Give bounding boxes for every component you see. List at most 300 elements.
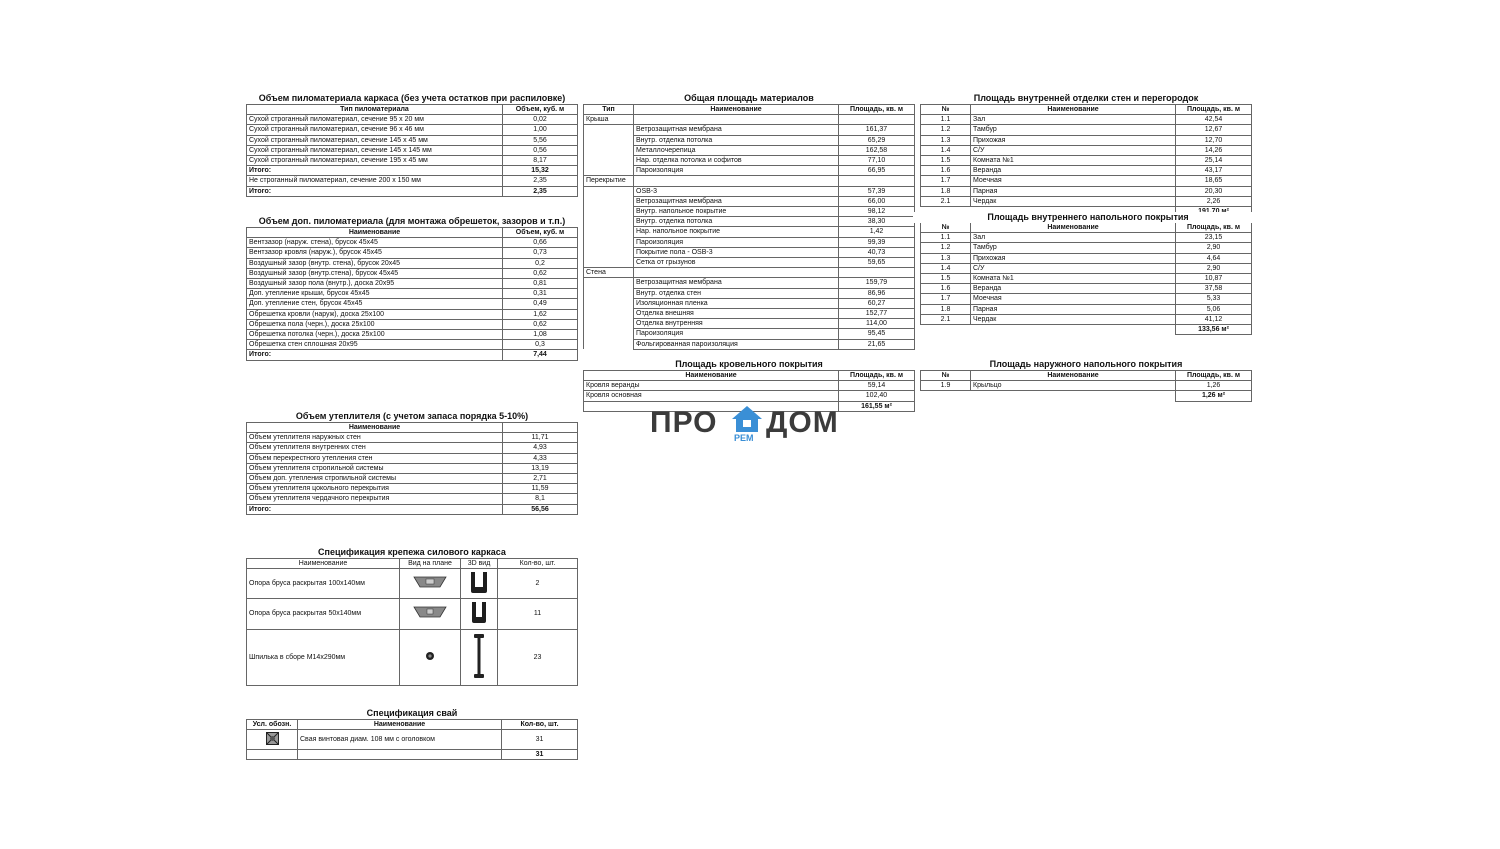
materials-row-name: Пароизоляция [634, 166, 839, 176]
wall-finish-row-area: 42,54 [1176, 115, 1252, 125]
insulation-row-value: 11,71 [503, 433, 578, 443]
extra-lumber-row [247, 309, 578, 319]
fastener-row [247, 569, 578, 599]
floor-finish-section [920, 222, 1252, 335]
floor-finish-row-col1: 1.6 [921, 284, 971, 294]
floor-finish-row [921, 294, 1252, 304]
lumber-row-value: 8,17 [503, 156, 578, 166]
wall-finish-row-name: С/У [971, 145, 1176, 155]
wall-finish-row [921, 186, 1252, 196]
fastener-row [247, 629, 578, 685]
pile-name: Свая винтовая диам. 108 мм с оголовком [298, 730, 502, 750]
extra-lumber-title: Объем доп. пиломатериала (для монтажа обрешеток, зазоров и т.п.) [258, 216, 566, 226]
extra-lumber-row-value: 1,62 [503, 309, 578, 319]
insulation-row-value: 2,71 [503, 474, 578, 484]
wall-finish-row-area: 2,26 [1176, 196, 1252, 206]
wall-finish-row [921, 115, 1252, 125]
insulation-row-value: 4,33 [503, 453, 578, 463]
materials-row [584, 227, 915, 237]
insulation-row-value: 8,1 [503, 494, 578, 504]
materials-row-area: 86,96 [839, 288, 915, 298]
piles-table [246, 719, 578, 760]
materials-row-col1 [584, 135, 634, 145]
materials-row [584, 186, 915, 196]
insulation-row-label: Итого: [247, 504, 503, 514]
wall-finish-header-name: Наименование [971, 105, 1176, 115]
floor-finish-row-name: Комната №1 [971, 274, 1176, 284]
logo [650, 404, 850, 444]
fastener-qty: 23 [498, 629, 578, 685]
extra-lumber-row [247, 330, 578, 340]
floor-finish-row-area: 2,90 [1176, 243, 1252, 253]
floor-finish-header-area: Площадь, кв. м [1176, 223, 1252, 233]
materials-row-col1 [584, 125, 634, 135]
materials-row [584, 298, 915, 308]
lumber-row-value: 2,35 [503, 176, 578, 186]
wall-finish-header-area: Площадь, кв. м [1176, 105, 1252, 115]
materials-row-col1 [584, 207, 634, 217]
lumber-row [247, 135, 578, 145]
materials-row-col1 [584, 278, 634, 288]
materials-row [584, 237, 915, 247]
materials-row-group [584, 115, 915, 125]
floor-finish-row [921, 233, 1252, 243]
materials-row-name: Изоляционная пленка [634, 298, 839, 308]
lumber-header-volume: Объем, куб. м [503, 105, 578, 115]
beam-hanger-3d-icon [461, 569, 498, 599]
fasteners-table [246, 558, 578, 686]
extra-lumber-row [247, 258, 578, 268]
roofing-title: Площадь кровельного покрытия [675, 359, 823, 369]
lumber-row [247, 145, 578, 155]
roofing-row-label: Кровля веранды [584, 381, 839, 391]
logo-left-text: ПРО [650, 406, 718, 439]
materials-row-name: Пароизоляция [634, 329, 839, 339]
lumber-rows [247, 115, 578, 197]
threaded-stud-3d-icon [461, 629, 498, 685]
lumber-section [246, 93, 578, 197]
materials-row [584, 319, 915, 329]
materials-table [583, 104, 915, 350]
floor-finish-table [920, 222, 1252, 335]
materials-row-name [634, 176, 839, 186]
materials-row [584, 339, 915, 349]
insulation-row [247, 484, 578, 494]
extra-lumber-row [247, 268, 578, 278]
materials-row [584, 207, 915, 217]
materials-row-name: Внутр. отделка потолка [634, 217, 839, 227]
extra-lumber-row-value: 0,2 [503, 258, 578, 268]
floor-finish-row-area: 23,15 [1176, 233, 1252, 243]
extra-lumber-table [246, 227, 578, 361]
wall-finish-row [921, 156, 1252, 166]
materials-row-name: Нар. отделка потолка и софитов [634, 156, 839, 166]
floor-finish-row [921, 284, 1252, 294]
wall-finish-row [921, 176, 1252, 186]
extra-lumber-section [246, 216, 578, 361]
extra-lumber-row-label: Вентзазор (наруж. стена), брусок 45х45 [247, 238, 503, 248]
floor-finish-row-col1: 1.4 [921, 263, 971, 273]
wall-finish-row-col1: 1.2 [921, 125, 971, 135]
materials-row-col1 [584, 288, 634, 298]
extra-lumber-row-value: 0,66 [503, 238, 578, 248]
roofing-row-label: Кровля основная [584, 391, 839, 401]
outdoor-floor-row-total: 1,26 м² [1176, 391, 1252, 401]
extra-lumber-row-label: Доп. утепление крыши, брусок 45х45 [247, 289, 503, 299]
screw-pile-symbol-icon [247, 730, 298, 750]
insulation-row-label: Объем утеплителя наружных стен [247, 433, 503, 443]
outdoor-floor-row-col1: 1.9 [921, 381, 971, 391]
wall-finish-row-col1: 1.4 [921, 145, 971, 155]
lumber-title: Объем пиломатериала каркаса (без учета остатков при распиловке) [258, 93, 566, 103]
fastener-qty: 2 [498, 569, 578, 599]
wall-finish-row [921, 135, 1252, 145]
materials-row-area: 152,77 [839, 309, 915, 319]
materials-row-col1 [584, 258, 634, 268]
extra-lumber-row-label: Итого: [247, 350, 503, 360]
extra-lumber-row [247, 248, 578, 258]
wall-finish-row-area: 43,17 [1176, 166, 1252, 176]
materials-row-col1 [584, 339, 634, 349]
lumber-row-label: Сухой строганный пиломатериал, сечение 195 х 45 мм [247, 156, 503, 166]
materials-row-col1 [584, 186, 634, 196]
floor-finish-rows [921, 233, 1252, 335]
roofing-row [584, 391, 915, 401]
materials-row-name: Внутр. отделка потолка [634, 135, 839, 145]
floor-finish-row-area: 41,12 [1176, 314, 1252, 324]
wall-finish-title: Площадь внутренней отделки стен и перегородок [973, 93, 1199, 103]
lumber-row-total [247, 186, 578, 196]
extra-lumber-header-volume: Объем, куб. м [503, 228, 578, 238]
floor-finish-row-name: Веранда [971, 284, 1176, 294]
materials-row [584, 145, 915, 155]
materials-row-area [839, 268, 915, 278]
materials-row-col1 [584, 217, 634, 227]
floor-finish-row-area: 5,06 [1176, 304, 1252, 314]
logo-right-text: ДОМ [766, 406, 839, 439]
materials-row-col1 [584, 156, 634, 166]
materials-row-name: Внутр. отделка стен [634, 288, 839, 298]
lumber-row-label: Сухой строганный пиломатериал, сечение 145 х 145 мм [247, 145, 503, 155]
house-icon [730, 404, 764, 434]
materials-row [584, 217, 915, 227]
floor-finish-row-col1: 1.2 [921, 243, 971, 253]
lumber-row-value: 0,02 [503, 115, 578, 125]
materials-row-col1 [584, 298, 634, 308]
roofing-header-area: Площадь, кв. м [839, 371, 915, 381]
outdoor-floor-header-name: Наименование [971, 371, 1176, 381]
fasteners-header-name: Наименование [247, 559, 400, 569]
insulation-row-label: Объем утеплителя внутренних стен [247, 443, 503, 453]
insulation-row [247, 474, 578, 484]
insulation-title: Объем утеплителя (с учетом запаса порядка 5-10%) [295, 411, 529, 421]
insulation-row-label: Объем доп. утепления стропильной системы [247, 474, 503, 484]
materials-row-area: 162,58 [839, 145, 915, 155]
extra-lumber-row-label: Обрешетка потолка (черн.), доска 25х100 [247, 330, 503, 340]
lumber-row-value: 0,56 [503, 145, 578, 155]
wall-finish-section [920, 93, 1252, 217]
materials-row-area: 57,39 [839, 186, 915, 196]
wall-finish-row-name: Комната №1 [971, 156, 1176, 166]
materials-row-col1 [584, 319, 634, 329]
materials-row-name: Нар. напольное покрытие [634, 227, 839, 237]
wall-finish-row [921, 145, 1252, 155]
pile-row [247, 730, 578, 750]
materials-row-area: 38,30 [839, 217, 915, 227]
floor-finish-row [921, 253, 1252, 263]
wall-finish-row-area: 12,70 [1176, 135, 1252, 145]
wall-finish-row-col1: 1.8 [921, 186, 971, 196]
extra-lumber-rows [247, 238, 578, 360]
outdoor-floor-header-num: № [921, 371, 971, 381]
fastener-name: Шпилька в сборе М14х290мм [247, 629, 400, 685]
insulation-row-label: Объем утеплителя стропильной системы [247, 463, 503, 473]
wall-finish-row-name: Чердак [971, 196, 1176, 206]
floor-finish-row-area: 4,64 [1176, 253, 1252, 263]
wall-finish-row [921, 196, 1252, 206]
materials-row-col1 [584, 329, 634, 339]
piles-title: Спецификация свай [366, 708, 458, 718]
materials-row-name: Пароизоляция [634, 237, 839, 247]
extra-lumber-row-total [247, 350, 578, 360]
insulation-row-total [247, 504, 578, 514]
materials-row-col1 [584, 166, 634, 176]
lumber-row-label: Не строганный пиломатериал, сечение 200 х 150 мм [247, 176, 503, 186]
materials-row [584, 156, 915, 166]
insulation-header-name: Наименование [247, 423, 503, 433]
stud-plan-icon [400, 629, 461, 685]
lumber-row [247, 115, 578, 125]
lumber-row-value: 15,32 [503, 166, 578, 176]
lumber-table [246, 104, 578, 197]
materials-row-name: OSB-3 [634, 186, 839, 196]
roofing-row-value: 161,55 м² [839, 401, 915, 411]
wall-finish-row-area: 12,67 [1176, 125, 1252, 135]
piles-header-qty: Кол-во, шт. [502, 720, 578, 730]
piles-header-symbol: Усл. обозн. [247, 720, 298, 730]
extra-lumber-row-value: 0,49 [503, 299, 578, 309]
materials-row-name [634, 268, 839, 278]
materials-title: Общая площадь материалов [684, 93, 814, 103]
lumber-row-label: Сухой строганный пиломатериал, сечение 95 х 20 мм [247, 115, 503, 125]
floor-finish-row-name: Прихожая [971, 253, 1176, 263]
lumber-row [247, 156, 578, 166]
outdoor-floor-row-total-empty [921, 391, 1176, 401]
materials-row-area [839, 176, 915, 186]
materials-row-name [634, 115, 839, 125]
piles-header-name: Наименование [298, 720, 502, 730]
materials-row-name: Внутр. напольное покрытие [634, 207, 839, 217]
floor-finish-row [921, 263, 1252, 273]
extra-lumber-row-label: Обрешетка кровли (наруж), доска 25х100 [247, 309, 503, 319]
materials-row-area: 159,79 [839, 278, 915, 288]
floor-finish-header-num: № [921, 223, 971, 233]
materials-row-col1 [584, 309, 634, 319]
materials-row [584, 135, 915, 145]
materials-row-col1: Стена [584, 268, 634, 278]
fasteners-title: Спецификация крепежа силового каркаса [318, 547, 506, 557]
materials-row [584, 309, 915, 319]
extra-lumber-row-value: 7,44 [503, 350, 578, 360]
materials-row-name: Металлочерепица [634, 145, 839, 155]
floor-finish-row-col1: 1.5 [921, 274, 971, 284]
extra-lumber-row-label: Обрешетка стен сплошная 20х95 [247, 340, 503, 350]
materials-row-group [584, 268, 915, 278]
materials-row-name: Ветрозащитная мембрана [634, 196, 839, 206]
wall-finish-row-col1: 1.5 [921, 156, 971, 166]
extra-lumber-row [247, 319, 578, 329]
materials-row [584, 258, 915, 268]
floor-finish-row-col1: 1.7 [921, 294, 971, 304]
wall-finish-row-col1: 1.6 [921, 166, 971, 176]
materials-row [584, 125, 915, 135]
extra-lumber-row-value: 0,62 [503, 319, 578, 329]
floor-finish-title: Площадь внутреннего напольного покрытия [913, 212, 1263, 223]
wall-finish-row-name: Парная [971, 186, 1176, 196]
floor-finish-row-total-empty [921, 325, 1176, 335]
insulation-row-value: 11,59 [503, 484, 578, 494]
floor-finish-row-name: Чердак [971, 314, 1176, 324]
materials-header-name: Наименование [634, 105, 839, 115]
wall-finish-row-area: 20,30 [1176, 186, 1252, 196]
floor-finish-row-total: 133,56 м² [1176, 325, 1252, 335]
materials-row-name: Отделка внутренняя [634, 319, 839, 329]
lumber-row [247, 125, 578, 135]
materials-row-name: Ветрозащитная мембрана [634, 125, 839, 135]
outdoor-floor-section [920, 359, 1252, 402]
materials-row-area: 98,12 [839, 207, 915, 217]
materials-row-col1: Перекрытие [584, 176, 634, 186]
insulation-row [247, 453, 578, 463]
materials-row-group [584, 176, 915, 186]
materials-row-area: 161,37 [839, 125, 915, 135]
insulation-row-label: Объем перекрестного утепления стен [247, 453, 503, 463]
roofing-row-value: 59,14 [839, 381, 915, 391]
materials-row-col1 [584, 247, 634, 257]
materials-row-area: 40,73 [839, 247, 915, 257]
beam-hanger-3d-icon [461, 599, 498, 629]
extra-lumber-row-value: 0,3 [503, 340, 578, 350]
floor-finish-row-name: Моечная [971, 294, 1176, 304]
materials-section [583, 93, 915, 350]
extra-lumber-row-label: Доп. утепление стен, брусок 45х45 [247, 299, 503, 309]
wall-finish-row [921, 166, 1252, 176]
outdoor-floor-rows [921, 381, 1252, 401]
floor-finish-header-name: Наименование [971, 223, 1176, 233]
insulation-table [246, 422, 578, 515]
insulation-header-value [503, 423, 578, 433]
materials-row-area: 1,42 [839, 227, 915, 237]
floor-finish-row-name: Зал [971, 233, 1176, 243]
outdoor-floor-row-total-row [921, 391, 1252, 401]
insulation-rows [247, 433, 578, 515]
materials-row [584, 196, 915, 206]
materials-row-area: 60,27 [839, 298, 915, 308]
materials-row-name: Покрытие пола - OSB-3 [634, 247, 839, 257]
lumber-row-value: 1,00 [503, 125, 578, 135]
pile-total: 31 [502, 750, 578, 760]
outdoor-floor-title: Площадь наружного напольного покрытия [989, 359, 1183, 369]
extra-lumber-row-value: 0,31 [503, 289, 578, 299]
floor-finish-row-name: Тамбур [971, 243, 1176, 253]
floor-finish-row [921, 304, 1252, 314]
outdoor-floor-row [921, 381, 1252, 391]
floor-finish-row [921, 314, 1252, 324]
materials-row-name: Отделка внешняя [634, 309, 839, 319]
wall-finish-rows [921, 115, 1252, 217]
materials-row-area [839, 115, 915, 125]
lumber-row-value: 2,35 [503, 186, 578, 196]
materials-row-area: 66,95 [839, 166, 915, 176]
outdoor-floor-table [920, 370, 1252, 402]
wall-finish-row-area: 18,65 [1176, 176, 1252, 186]
outdoor-floor-row-area: 1,26 [1176, 381, 1252, 391]
insulation-row-value: 56,56 [503, 504, 578, 514]
lumber-row [247, 176, 578, 186]
wall-finish-row-name: Зал [971, 115, 1176, 125]
wall-finish-row-area: 25,14 [1176, 156, 1252, 166]
materials-row-col1: Крыша [584, 115, 634, 125]
materials-row-area: 59,65 [839, 258, 915, 268]
insulation-row-label: Объем утеплителя чердачного перекрытия [247, 494, 503, 504]
outdoor-floor-row-name: Крыльцо [971, 381, 1176, 391]
lumber-header-type: Тип пиломатериала [247, 105, 503, 115]
extra-lumber-row [247, 299, 578, 309]
extra-lumber-row [247, 340, 578, 350]
extra-lumber-row-label: Воздушный зазор (внутр.стена), брусок 45х45 [247, 268, 503, 278]
materials-row-area: 66,00 [839, 196, 915, 206]
floor-finish-row-name: С/У [971, 263, 1176, 273]
lumber-row-label: Итого: [247, 166, 503, 176]
wall-finish-row-col1: 1.1 [921, 115, 971, 125]
insulation-row [247, 494, 578, 504]
insulation-row-value: 13,19 [503, 463, 578, 473]
materials-row [584, 288, 915, 298]
floor-finish-row-col1: 1.8 [921, 304, 971, 314]
wall-finish-row [921, 125, 1252, 135]
floor-finish-row-name: Парная [971, 304, 1176, 314]
fastener-row [247, 599, 578, 629]
materials-header-area: Площадь, кв. м [839, 105, 915, 115]
insulation-row-value: 4,93 [503, 443, 578, 453]
materials-row [584, 247, 915, 257]
lumber-row-label: Сухой строганный пиломатериал, сечение 145 х 45 мм [247, 135, 503, 145]
extra-lumber-row-label: Воздушный зазор (внутр. стена), брусок 20х45 [247, 258, 503, 268]
lumber-row-label: Итого: [247, 186, 503, 196]
lumber-row-label: Сухой строганный пиломатериал, сечение 96 х 46 мм [247, 125, 503, 135]
floor-finish-row-area: 5,33 [1176, 294, 1252, 304]
wall-finish-header-num: № [921, 105, 971, 115]
floor-finish-row-area: 2,90 [1176, 263, 1252, 273]
wall-finish-row-col1: 1.7 [921, 176, 971, 186]
wall-finish-table [920, 104, 1252, 217]
insulation-row [247, 433, 578, 443]
wall-finish-row-name: Веранда [971, 166, 1176, 176]
materials-row-col1 [584, 227, 634, 237]
materials-row-area: 77,10 [839, 156, 915, 166]
wall-finish-row-col1: 2.1 [921, 196, 971, 206]
lumber-row-total [247, 166, 578, 176]
floor-finish-row-area: 37,58 [1176, 284, 1252, 294]
insulation-section [246, 411, 578, 515]
extra-lumber-row-value: 0,81 [503, 279, 578, 289]
materials-row-name: Ветрозащитная мембрана [634, 278, 839, 288]
wall-finish-row-area: 14,26 [1176, 145, 1252, 155]
materials-row-area: 95,45 [839, 329, 915, 339]
extra-lumber-row [247, 279, 578, 289]
materials-row-name: Фольгированная пароизоляция [634, 339, 839, 349]
extra-lumber-row-value: 1,08 [503, 330, 578, 340]
